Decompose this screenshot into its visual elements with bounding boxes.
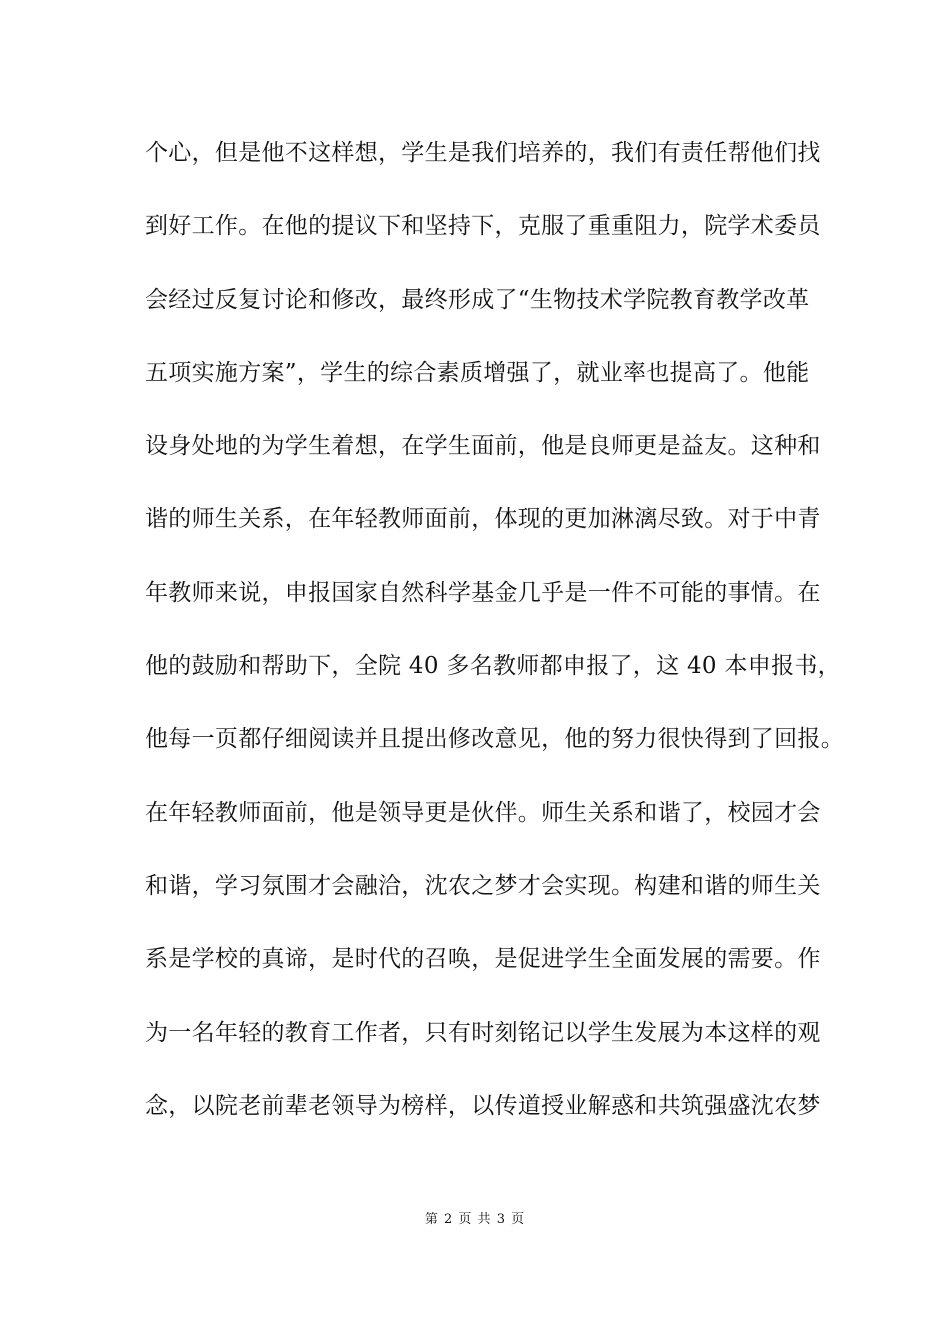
text-line: 个心，但是他不这样想，学生是我们培养的，我们有责任帮他们找 [145, 140, 821, 166]
text-line: 系是学校的真谛，是时代的召唤，是促进学生全面发展的需要。作 [145, 946, 821, 973]
text-line: 和谐，学习氛围才会融洽，沈农之梦才会实现。构建和谐的师生关 [145, 872, 821, 899]
text-line: 他的鼓励和帮助下，全院 40 多名教师都申报了，这 40 本申报书， [145, 653, 841, 680]
page-number-label: 第 2 页 共 3 页 [424, 1212, 526, 1227]
text-line: 年教师来说，申报国家自然科学基金几乎是一件不可能的事情。在 [145, 579, 821, 606]
text-line: 到好工作。在他的提议下和坚持下，克服了重重阻力，院学术委员 [145, 213, 821, 240]
text-line: 他每一页都仔细阅读并且提出修改意见，他的努力很快得到了回报。 [145, 726, 844, 753]
text-line: 为一名年轻的教育工作者，只有时刻铭记以学生发展为本这样的观 [145, 1019, 821, 1046]
text-line: 谐的师生关系，在年轻教师面前，体现的更加淋漓尽致。对于中青 [145, 506, 821, 533]
text-line: 在年轻教师面前，他是领导更是伙伴。师生关系和谐了，校园才会 [145, 799, 821, 826]
text-line: 五项实施方案”，学生的综合素质增强了，就业率也提高了。他能 [145, 359, 810, 386]
body-text [145, 130, 844, 1156]
page-footer [0, 1208, 950, 1227]
text-line: 设身处地的为学生着想，在学生面前，他是良师更是益友。这种和 [145, 433, 821, 460]
text-line: 念，以院老前辈老领导为榜样，以传道授业解惑和共筑强盛沈农梦 [145, 1092, 821, 1119]
text-line: 会经过反复讨论和修改，最终形成了“生物技术学院教育教学改革 [145, 286, 810, 313]
